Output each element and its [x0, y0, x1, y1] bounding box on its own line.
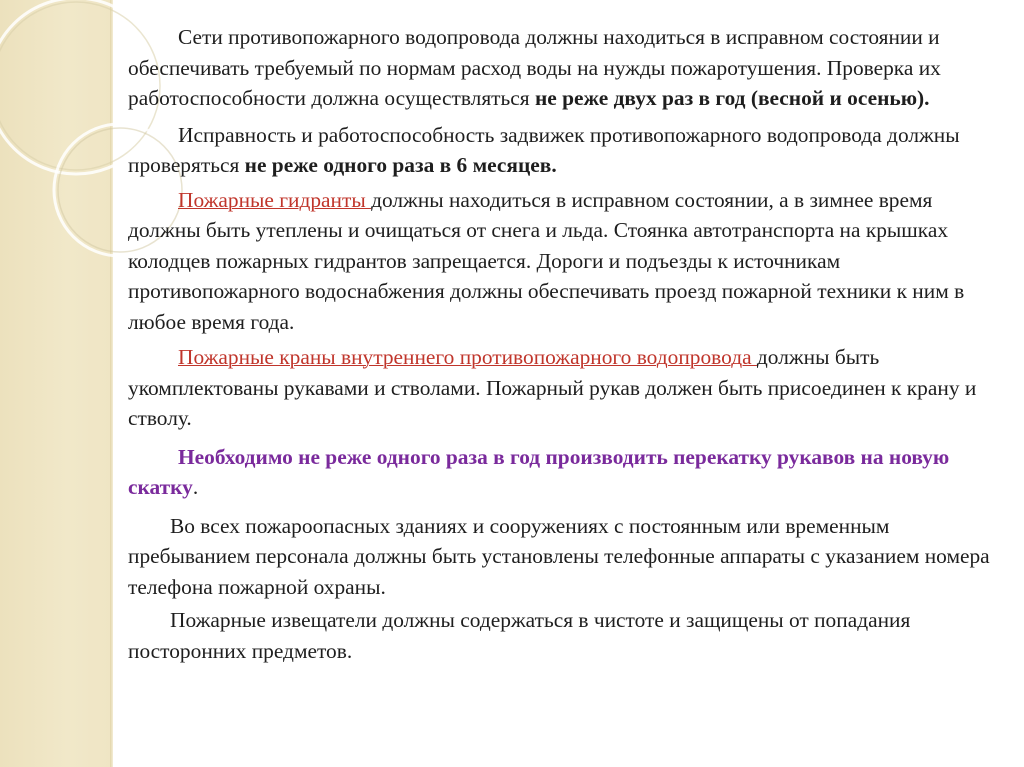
paragraph-water-supply-networks: [128, 22, 990, 114]
paragraph-text: Исправность и работоспособность задвижек противопожарного водопровода должны проверяться: [128, 122, 960, 177]
purple-highlight: Необходимо не реже одного раза в год производить перекатку рукавов на новую скатку: [128, 444, 950, 499]
paragraph-detectors: [128, 605, 990, 666]
hydrants-link[interactable]: Пожарные гидранты: [178, 187, 372, 212]
paragraph-hydrants: [128, 185, 990, 338]
paragraph-hose-rerolling: [128, 442, 990, 503]
slide-body-text: [128, 22, 990, 670]
paragraph-text: должны быть укомплектованы рукавами и стволами. Пожарный рукав должен быть присоединен к крану и стволу.: [128, 345, 977, 430]
paragraph-valves: [128, 120, 990, 181]
fire-cranes-link[interactable]: Пожарные краны внутреннего противопожарного водопровода: [178, 345, 757, 369]
paragraph-text: Пожарные извещатели должны содержаться в чистоте и защищены от попадания посторонних предметов.: [128, 608, 911, 663]
paragraph-text: должны находиться в исправном состоянии, а в зимнее время должны быть утеплены и очищаться от снега и льда. Стоянка автотранспорта на крышках колодцев пожарных гидрантов запрещается. Дороги и подъезды к источникам противопожарного водоснабжения должны обеспечивать проезд пожарной техники к ним в любое время года.: [128, 187, 965, 334]
paragraph-text: Сети противопожарного водопровода должны находиться в исправном состоянии и обеспечивать требуемый по нормам расход воды на нужды пожаротушения. Проверка их работоспособности должна осуществляться: [128, 25, 941, 110]
paragraph-fire-cranes: [128, 342, 990, 434]
paragraph-text: Во всех пожароопасных зданиях и сооружениях с постоянным или временным пребыванием персонала должны быть установлены телефонные аппараты с указанием номера телефона пожарной охраны.: [128, 513, 990, 599]
paragraph-telephones: [128, 511, 990, 603]
paragraph-text: .: [192, 475, 199, 499]
bold-emphasis: не реже одного раза в 6 месяцев.: [244, 153, 557, 177]
bold-emphasis: не реже двух раз в год (весной и осенью).: [534, 86, 930, 110]
